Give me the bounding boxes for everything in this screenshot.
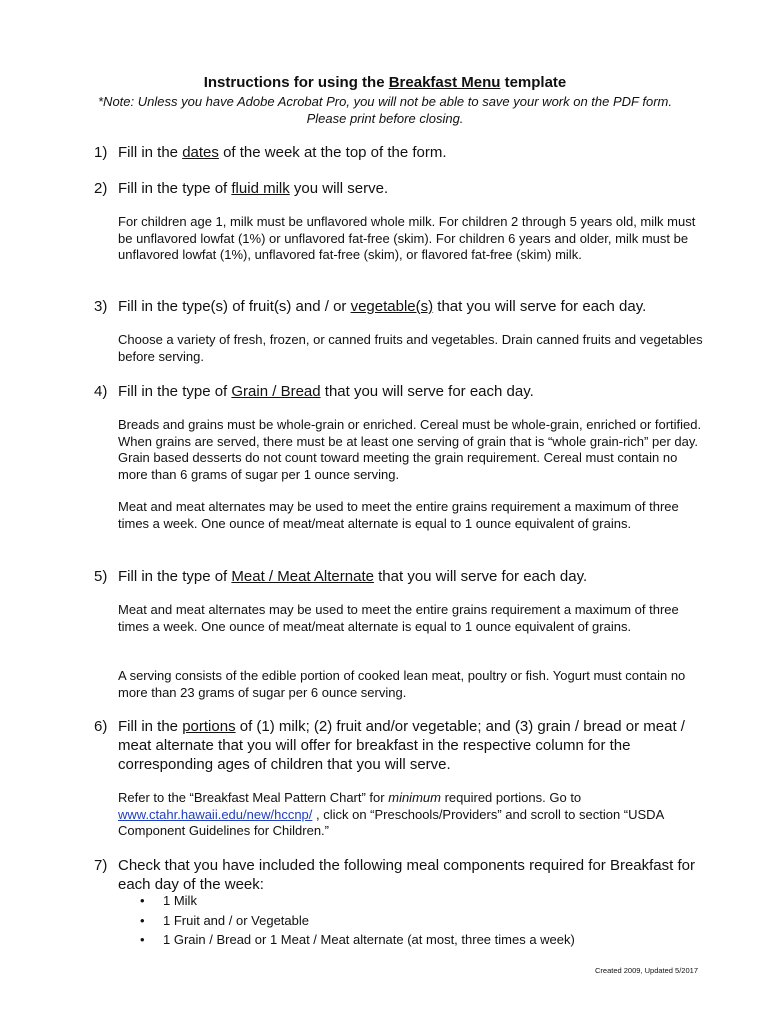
meat-paragraph-1: Meat and meat alternates may be used to meet the entire grains requirement a maximum of three times a week. One ounce of meat/meat alternate is equal to 1 ounce equivalent of grains. xyxy=(118,602,679,634)
item-number: 3) xyxy=(94,298,108,315)
item-heading: Fill in the type of Grain / Bread that you will serve for each day. xyxy=(118,383,534,400)
ctahr-link[interactable]: www.ctahr.hawaii.edu/new/hccnp/ xyxy=(118,806,313,822)
instruction-item-7 xyxy=(94,856,700,894)
grain-paragraph-1: Breads and grains must be whole-grain or enriched. Cereal must be whole-grain, enriched or fortified. When grains are served, there must be at least one serving of grain that is “whole grain-rich” per day. Grain based desserts do not count toward meeting the grain requirement. Cereal must contain no more than 6 grams of sugar per 1 ounce serving. xyxy=(118,417,702,482)
item-heading: Fill in the dates of the week at the top of the form. xyxy=(118,144,447,161)
underlined-term: vegetable(s) xyxy=(350,298,434,315)
item-number: 2) xyxy=(94,180,108,197)
underlined-term: Grain / Bread xyxy=(231,383,321,400)
underlined-term: Meat / Meat Alternate xyxy=(231,568,374,585)
instruction-item-4 xyxy=(94,382,700,401)
milk-paragraph: For children age 1, milk must be unflavored whole milk. For children 2 through 5 years old, milk must be unflavored lowfat (1%) or unflavored fat-free (skim). For children 6 years and older, milk must be unflavored lowfat (1%), unflavored fat-free (skim), or flavored fat-free (skim) milk. xyxy=(118,214,696,263)
meal-components-list xyxy=(140,891,660,950)
item-heading: Fill in the type of fluid milk you will serve. xyxy=(118,180,389,197)
underlined-term: fluid milk xyxy=(231,180,290,197)
item-heading: Fill in the type of Meat / Meat Alternate that you will serve for each day. xyxy=(118,568,588,585)
bullet-icon: • xyxy=(140,912,145,928)
bullet-icon: • xyxy=(140,932,145,947)
item-number: 6) xyxy=(94,718,108,735)
item-number: 4) xyxy=(94,383,108,400)
note-line-1: *Note: Unless you have Adobe Acrobat Pro, you will not be able to save your work on the PDF form. xyxy=(98,94,672,109)
item-number: 7) xyxy=(94,857,108,874)
portions-reference-paragraph: Refer to the “Breakfast Meal Pattern Chart” for minimum required portions. Go to www.ctahr.hawaii.edu/new/hccnp/ , click on “Preschools/Providers” and scroll to section “USDA Component Guidelines for Children.” xyxy=(118,790,664,839)
grain-paragraph-2: Meat and meat alternates may be used to meet the entire grains requirement a maximum of three times a week. One ounce of meat/meat alternate is equal to 1 ounce equivalent of grains. xyxy=(118,499,679,531)
item-number: 1) xyxy=(94,144,108,161)
item-heading: Check that you have included the following meal components required for Breakfast for each day of the week: xyxy=(118,857,695,893)
item-heading: Fill in the type(s) of fruit(s) and / or vegetable(s) that you will serve for each day. xyxy=(118,298,647,315)
item-number: 5) xyxy=(94,568,108,585)
instruction-item-2 xyxy=(94,179,700,198)
title-underlined: Breakfast Menu xyxy=(388,74,501,91)
emphasis-minimum: minimum xyxy=(388,790,441,805)
fruit-veg-paragraph: Choose a variety of fresh, frozen, or canned fruits and vegetables. Drain canned fruits and vegetables before serving. xyxy=(118,332,703,364)
instruction-item-6 xyxy=(94,717,700,774)
list-item: • 1 Fruit and / or Vegetable xyxy=(140,911,660,931)
note-line-2: Please print before closing. xyxy=(306,111,464,126)
list-item: • 1 Milk xyxy=(140,891,660,911)
document-header xyxy=(70,73,700,127)
bullet-icon: • xyxy=(140,893,145,908)
instruction-item-3 xyxy=(94,297,700,316)
footer-date: Created 2009, Updated 5/2017 xyxy=(595,966,698,975)
underlined-term: dates xyxy=(182,144,219,161)
page-title: Instructions for using the Breakfast Menu template xyxy=(203,74,567,91)
list-item: • 1 Grain / Bread or 1 Meat / Meat alternate (at most, three times a week) xyxy=(140,930,660,950)
item-heading: Fill in the portions of (1) milk; (2) fruit and/or vegetable; and (3) grain / bread or meat / meat alternate that you will offer for breakfast in the respective column for the corresponding ages of children that you will serve. xyxy=(118,718,685,773)
underlined-term: portions xyxy=(182,718,236,735)
instruction-item-1 xyxy=(94,143,700,162)
meat-paragraph-2: A serving consists of the edible portion of cooked lean meat, poultry or fish. Yogurt must contain no more than 23 grams of sugar per 6 ounce serving. xyxy=(118,668,686,700)
instruction-item-5 xyxy=(94,567,700,586)
